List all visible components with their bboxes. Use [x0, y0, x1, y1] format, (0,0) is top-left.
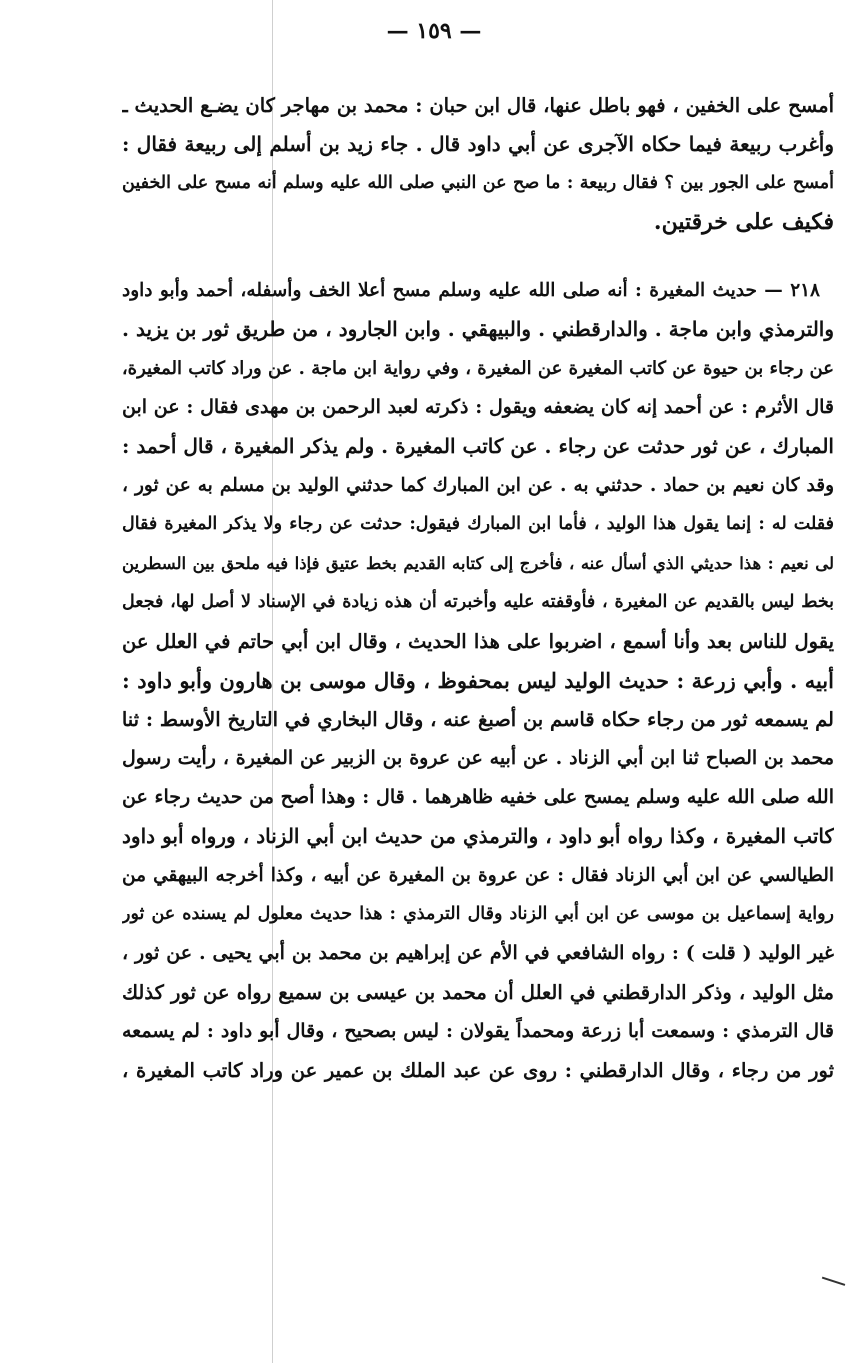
paragraph-one	[122, 86, 834, 242]
text-line: الطيالسي عن ابن أبي الزناد فقال : عن عروة بن المغيرة عن أبيه ، وكذا أخرجه البيهقي من	[122, 865, 834, 886]
text-line: كاتب المغيرة ، وكذا رواه أبو داود ، والترمذي من حديث ابن أبي الزناد ، ورواه أبو داود	[122, 824, 834, 848]
text-line: أبيه . وأبي زرعة : حديث الوليد ليس بمحفوظ ، وقال موسى بن هارون وأبو داود :	[122, 668, 834, 693]
text-line: فقلت له : إنما يقول هذا الوليد ، فأما ابن المبارك فيقول: حدثت عن رجاء ولا يذكر المغيرة فقال	[122, 514, 834, 534]
text-line: وأغرب ربيعة فيما حكاه الآجرى عن أبي داود قال . جاء زيد بن أسلم إلى ربيعة فقال :	[122, 132, 834, 156]
text-line: ٢١٨ — حديث المغيرة : أنه صلى الله عليه وسلم مسح أعلا الخف وأسفله، أحمد وأبو داود	[122, 280, 820, 301]
text-line: الله صلى الله عليه وسلم يمسح على خفيه ظاهرهما . قال : وهذا أصح من حديث رجاء عن	[122, 786, 834, 808]
text-line: لم يسمعه ثور من رجاء حكاه قاسم بن أصبغ عنه ، وقال البخاري في التاريخ الأوسط : ثنا	[122, 708, 834, 731]
text-line: قال الترمذي : وسمعت أبا زرعة ومحمداً يقولان : ليس بصحيح ، وقال أبو داود : لم يسمعه	[122, 1020, 834, 1042]
text-line: رواية إسماعيل بن موسى عن ابن أبي الزناد وقال الترمذي : هذا حديث معلول لم يسنده عن ثور	[122, 904, 834, 924]
text-line: فكيف على خرقتين.	[653, 209, 834, 235]
text-line: غير الوليد ( قلت ) : رواه الشافعي في الأم عن إبراهيم بن محمد بن أبي يحيى . عن ثور ،	[122, 942, 834, 964]
text-line: مثل الوليد ، وذكر الدارقطني في العلل أن محمد بن عيسى بن سميع رواه عن ثور كذلك	[122, 981, 834, 1004]
text-line: قال الأثرم : عن أحمد إنه كان يضعفه ويقول : ذكرته لعبد الرحمن بن مهدى فقال : عن ابن	[122, 396, 834, 418]
text-line: يقول للناس بعد وأنا أسمع ، اضربوا على هذا الحديث ، وقال ابن أبي حاتم في العلل عن	[122, 630, 834, 653]
text-line: بخط ليس بالقديم عن المغيرة ، فأوقفته عليه وأخبرته أن هذه زيادة في الإسناد لا أصل لها، فجعل	[122, 592, 834, 612]
text-line: المبارك ، عن ثور حدثت عن رجاء . عن كاتب المغيرة . ولم يذكر المغيرة ، قال أحمد :	[122, 434, 834, 458]
text-line: عن رجاء بن حيوة عن كاتب المغيرة عن المغيرة ، وفي رواية ابن ماجة . عن وراد كاتب المغيرة،	[122, 358, 834, 379]
text-line: وقد كان نعيم بن حماد . حدثني به . عن ابن المبارك كما حدثني الوليد بن مسلم به عن ثور ،	[122, 475, 834, 496]
text-line: لى نعيم : هذا حديثي الذي أسأل عنه ، فأخرج إلى كتابه القديم بخط عتيق فإذا فيه ملحق بين السطرين	[122, 554, 834, 573]
text-line: ثور من رجاء ، وقال الدارقطني : روى عن عبد الملك بن عمير عن وراد كاتب المغيرة ،	[122, 1059, 834, 1082]
stray-pen-mark	[819, 1277, 846, 1296]
page-number: — ١٥٩ —	[386, 18, 482, 44]
text-line: أمسح على الجور بين ؟ فقال ربيعة : ما صح عن النبي صلى الله عليه وسلم أنه مسح على الخفين	[122, 173, 834, 193]
text-line: أمسح على الخفين ، فهو باطل عنها، قال ابن حبان : محمد بن مهاجر كان يضـع الحديث ـ	[122, 94, 834, 117]
text-line: محمد بن الصباح ثنا ابن أبي الزناد . عن أبيه عن عروة بن الزبير عن المغيرة ، رأيت رسول	[122, 747, 834, 769]
paragraph-two	[122, 271, 834, 1090]
text-line: والترمذي وابن ماجة . والدارقطني . والبيهقي . وابن الجارود ، من طريق ثور بن يزيد .	[122, 317, 834, 341]
